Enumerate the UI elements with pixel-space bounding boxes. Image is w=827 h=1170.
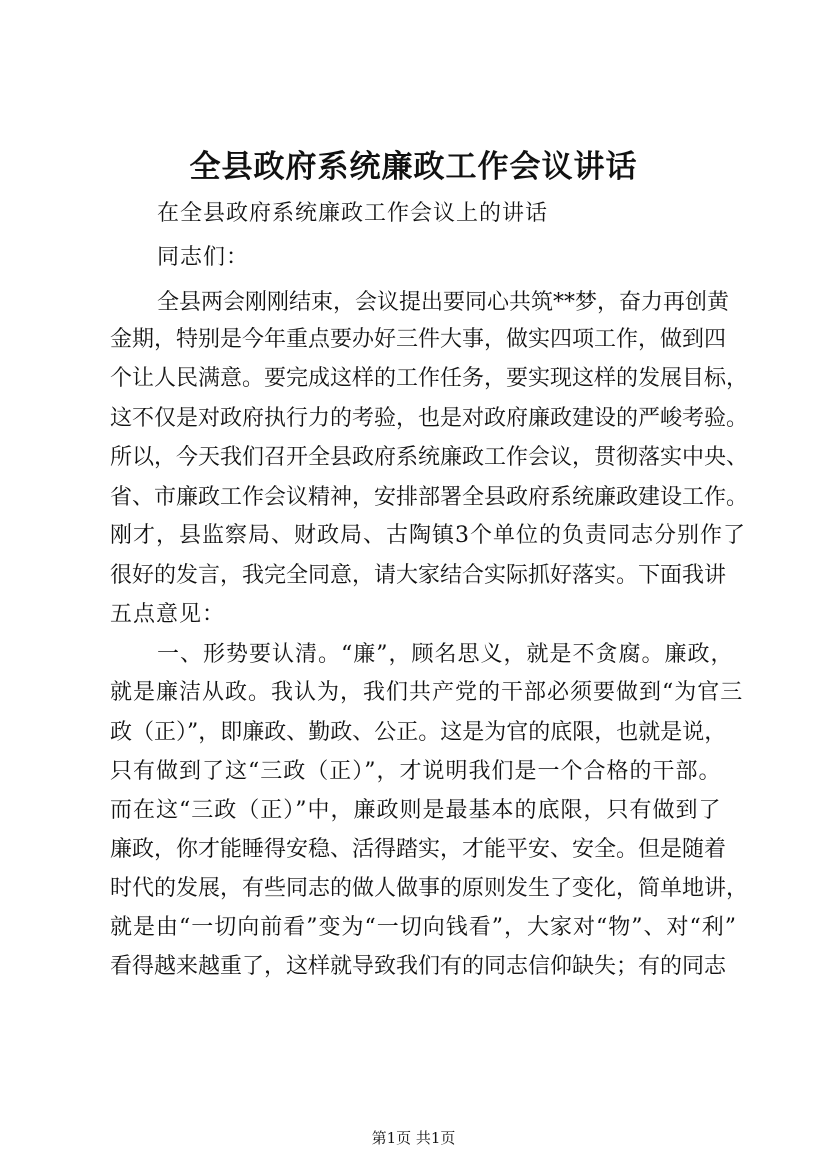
body-line-12: 政（正）”，即廉政、勤政、公正。这是为官的底限，也就是说， (110, 720, 727, 745)
body-line-11: 就是廉洁从政。我认为，我们共产党的干部必须要做到“为官三 (110, 680, 744, 705)
body-line-18: 看得越来越重了，这样就导致我们有的同志信仰缺失；有的同志 (110, 954, 727, 979)
body-line-9: 五点意见： (110, 602, 226, 627)
body-line-17: 就是由“一切向前看”变为“一切向钱看”，大家对“物”、对“利” (110, 915, 737, 940)
body-line-8: 很好的发言，我完全同意，请大家结合实际抓好落实。下面我讲 (110, 563, 727, 588)
body-line-4: 这不仅是对政府执行力的考验，也是对政府廉政建设的严峻考验。 (110, 406, 749, 431)
body-line-13: 只有做到了这“三政（正）”，才说明我们是一个合格的干部。 (110, 759, 722, 784)
page-number-footer: 第1页 共1页 (371, 1129, 456, 1147)
body-line-16: 时代的发展，有些同志的做人做事的原则发生了变化，简单地讲， (110, 876, 749, 901)
body-line-2: 金期，特别是今年重点要办好三件大事，做实四项工作，做到四 (110, 327, 727, 352)
body-line-10: 一、形势要认清。“廉”，顾名思义，就是不贪腐。廉政， (157, 642, 734, 667)
document-title: 全县政府系统廉政工作会议讲话 (189, 149, 638, 185)
salutation-line: 同志们： (157, 245, 250, 270)
body-line-7: 刚才，县监察局、财政局、古陶镇3个单位的负责同志分别作了 (110, 523, 746, 548)
body-line-6: 省、市廉政工作会议精神，安排部署全县政府系统廉政建设工作。 (110, 485, 749, 510)
body-line-3: 个让人民满意。要完成这样的工作任务，要实现这样的发展目标， (110, 366, 749, 391)
body-line-14: 而在这“三政（正）”中，廉政则是最基本的底限，只有做到了 (110, 798, 722, 823)
subtitle-line: 在全县政府系统廉政工作会议上的讲话 (157, 201, 549, 226)
body-line-1: 全县两会刚刚结束，会议提出要同心共筑**梦，奋力再创黄 (157, 290, 730, 315)
body-line-5: 所以，今天我们召开全县政府系统廉政工作会议，贯彻落实中央、 (110, 445, 749, 470)
body-line-15: 廉政，你才能睡得安稳、活得踏实，才能平安、安全。但是随着 (110, 837, 727, 862)
